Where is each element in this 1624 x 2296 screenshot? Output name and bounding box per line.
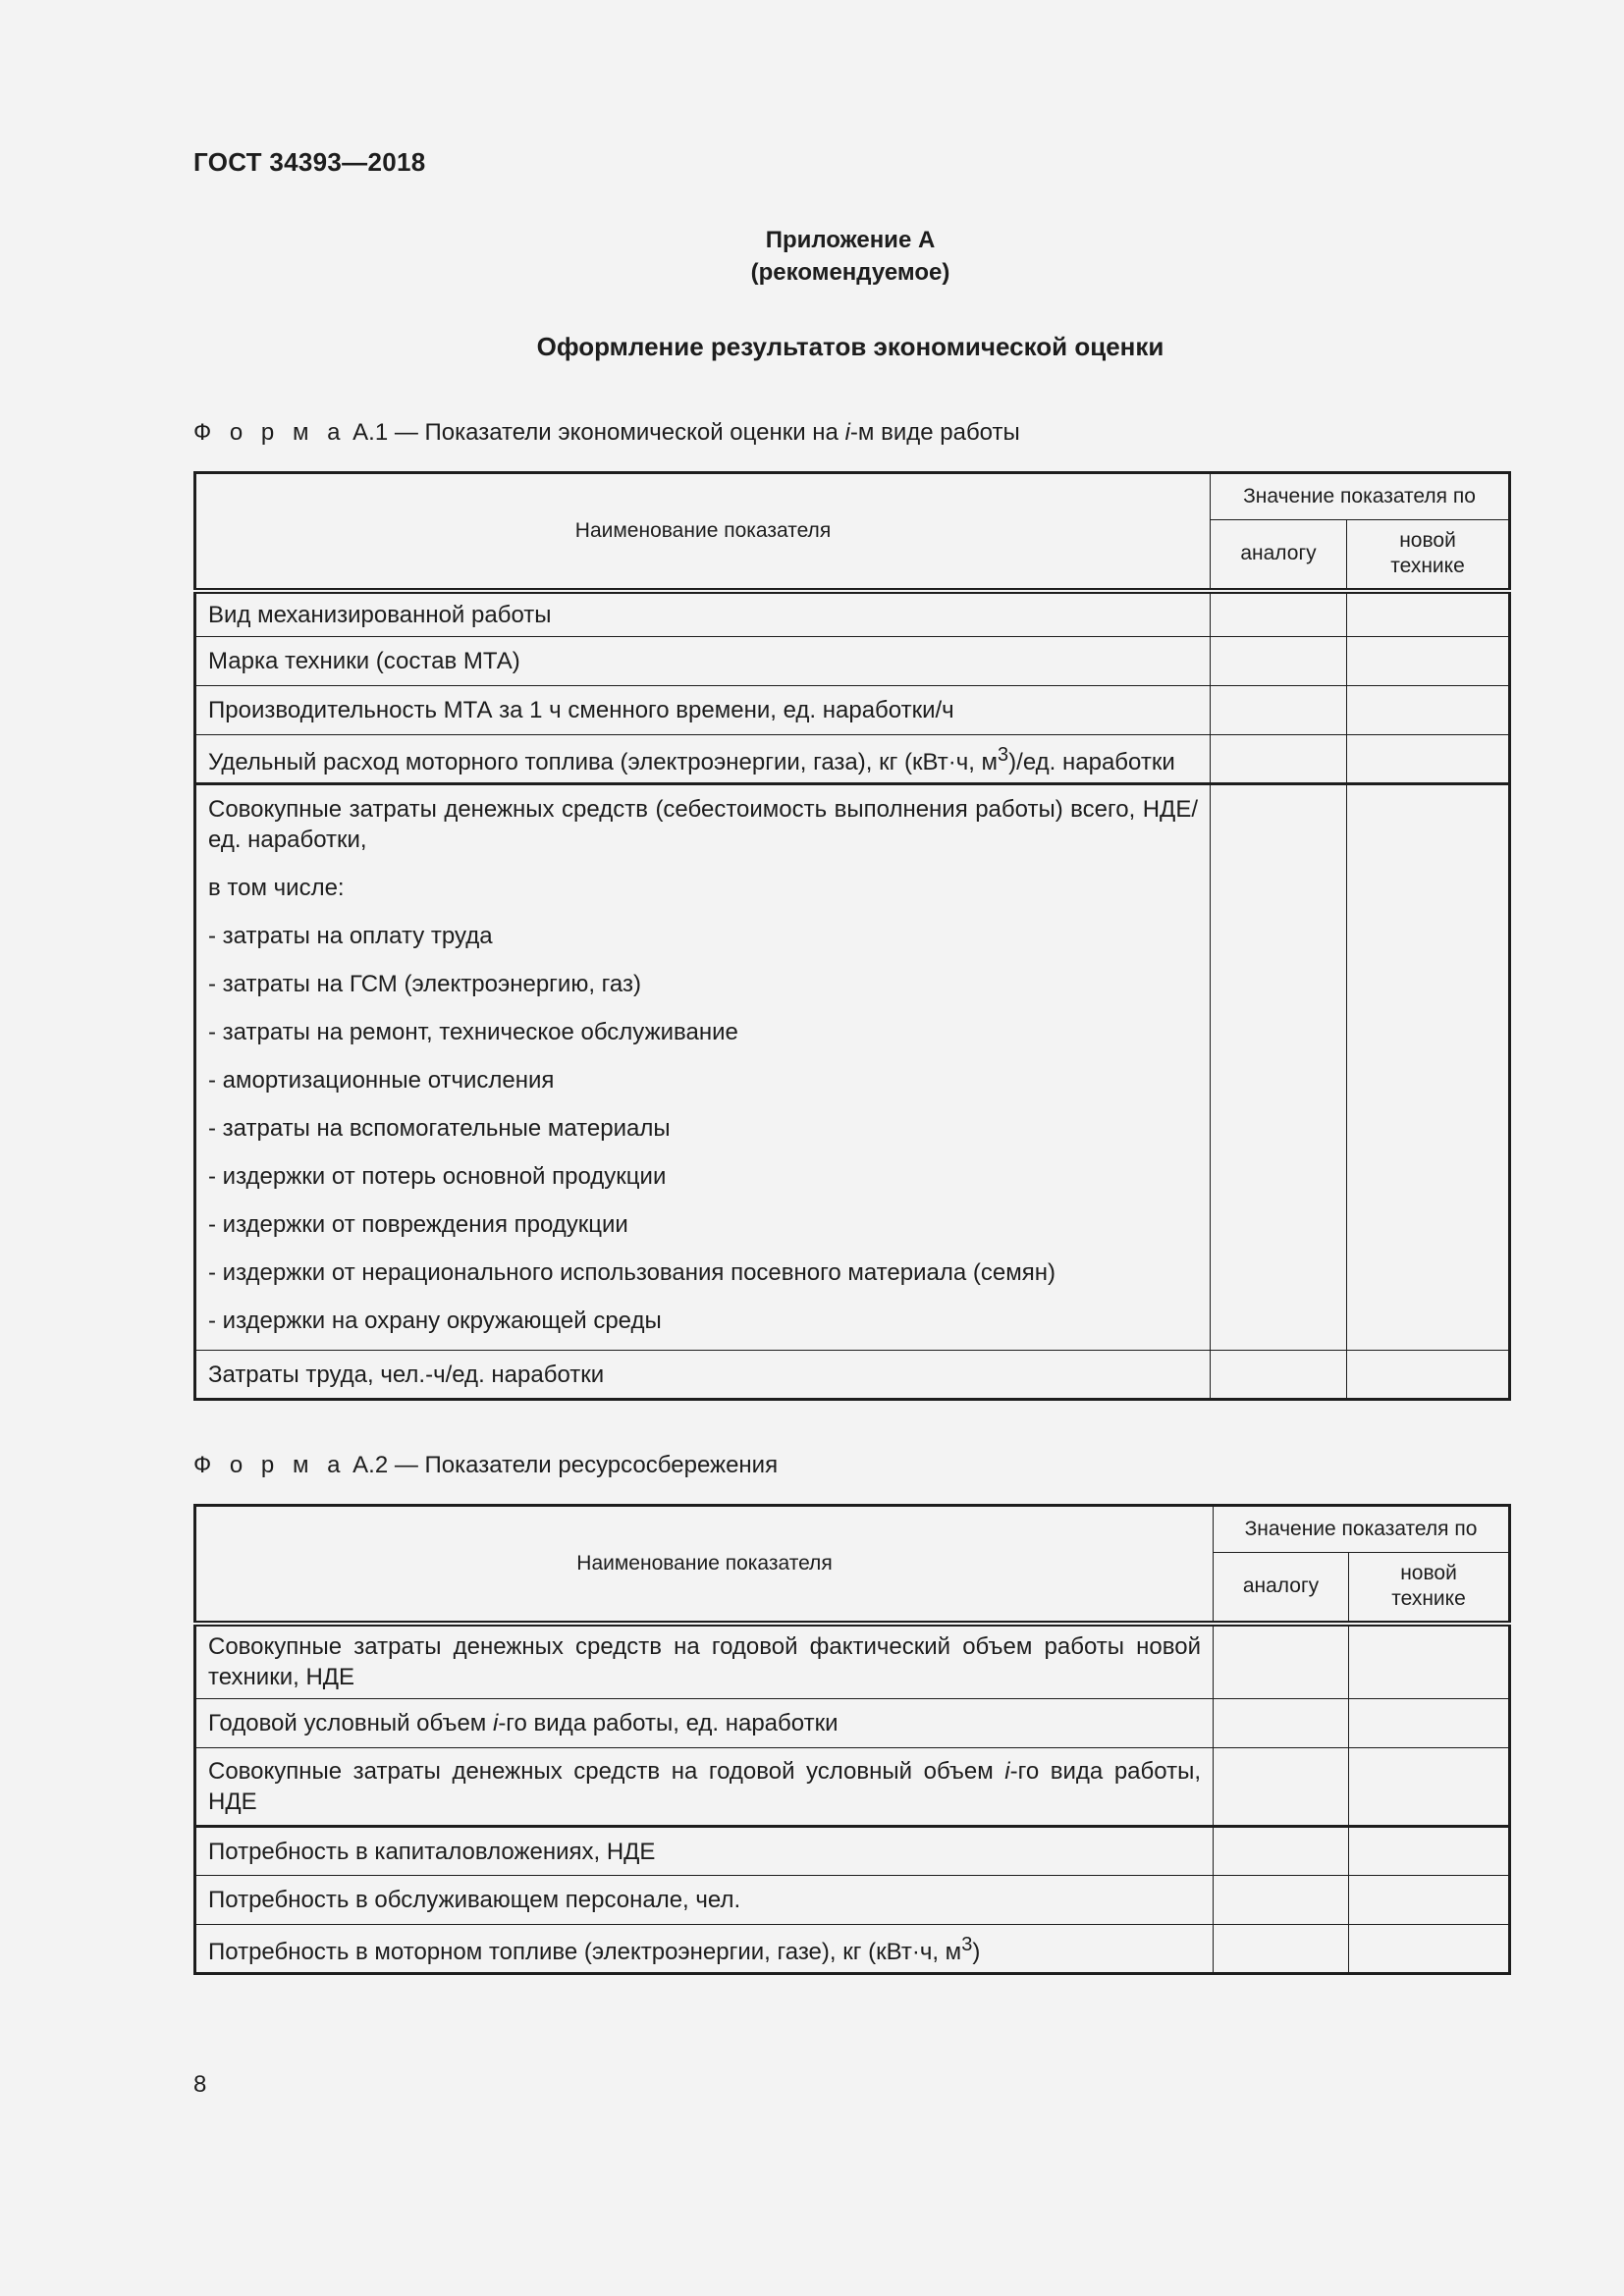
form1-fuel-text: Удельный расход моторного топлива (электроэнергии, газа), кг (кВт·ч, м (208, 749, 999, 775)
form2-cell-analog (1214, 1624, 1349, 1699)
form2-header-new-tech (1349, 1553, 1510, 1624)
form1-fuel-text-end: )/ед. наработки (1008, 749, 1175, 775)
form1-row-name: Производительность МТА за 1 ч сменного времени, ед. наработки/ч (195, 686, 1211, 735)
form1-caption-number: А.1 — Показатели экономической оценки на (346, 419, 845, 446)
form1-cell-analog (1211, 784, 1347, 1351)
form1-cell-new-tech (1347, 735, 1510, 784)
form2-header-analog: аналогу (1214, 1553, 1349, 1624)
form2-cell-analog (1214, 1699, 1349, 1748)
form2-cell-analog (1214, 1748, 1349, 1827)
form2-fuel-sup: 3 (961, 1934, 973, 1955)
table-row (195, 591, 1510, 637)
form2-caption-prefix: Ф о р м а (193, 1452, 347, 1478)
form1-header-group: Значение показателя по (1211, 473, 1510, 520)
form2-header-new-tech-line1: новой (1400, 1562, 1457, 1585)
form1-cell-new-tech (1347, 686, 1510, 735)
form2-row3-italic: i (1004, 1758, 1010, 1785)
form1-caption-italic: i (844, 419, 850, 446)
form2-row3-text: Совокупные затраты денежных средств на годовой условный объем (208, 1758, 1005, 1785)
list-item: - издержки от повреждения продукции (208, 1211, 628, 1238)
annex-heading (193, 224, 1507, 289)
form1-cell-analog (1211, 735, 1347, 784)
document-code: ГОСТ 34393—2018 (193, 147, 426, 177)
section-title: Оформление результатов экономической оценки (536, 332, 1164, 361)
form1-cell-analog (1211, 637, 1347, 686)
form2-fuel-text-end: ) (972, 1939, 981, 1965)
form1-caption (193, 419, 1020, 447)
form1-row-fuel (195, 735, 1211, 784)
form1-header-analog: аналогу (1211, 520, 1347, 591)
form1-row-costs (195, 784, 1211, 1351)
form2-row-fuel (195, 1925, 1214, 1974)
form2-caption (193, 1452, 778, 1479)
annex-title: Приложение А (765, 227, 936, 253)
form1-cell-analog (1211, 1351, 1347, 1400)
list-item: - затраты на вспомогательные материалы (208, 1115, 671, 1142)
form2-table (193, 1504, 1511, 1975)
form1-costs-including: в том числе: (208, 875, 345, 901)
form2-cell-analog (1214, 1925, 1349, 1974)
form1-header-name: Наименование показателя (195, 473, 1211, 591)
form1-cell-new-tech (1347, 591, 1510, 637)
form1-header-new-tech-line1: новой (1399, 529, 1456, 553)
table-row (195, 686, 1510, 735)
form2-cell-analog (1214, 1876, 1349, 1925)
form2-row-annual-volume (195, 1699, 1214, 1748)
table-row (195, 1827, 1510, 1876)
form1-row-name: Вид механизированной работы (195, 591, 1211, 637)
list-item: - амортизационные отчисления (208, 1067, 555, 1094)
form1-cell-analog (1211, 686, 1347, 735)
form1-cell-new-tech (1347, 1351, 1510, 1400)
list-item: - затраты на ремонт, техническое обслуживание (208, 1019, 738, 1045)
form2-cell-new-tech (1349, 1748, 1510, 1827)
form2-row-costs-conditional (195, 1748, 1214, 1827)
table-row (195, 1624, 1510, 1699)
table-row (195, 1699, 1510, 1748)
form1-row-name: Затраты труда, чел.-ч/ед. наработки (195, 1351, 1211, 1400)
form1-header-new-tech (1347, 520, 1510, 591)
form2-row-name: Совокупные затраты денежных средств на годовой фактический объем работы новой техники, НДЕ (195, 1624, 1214, 1699)
form2-header-row (195, 1506, 1510, 1553)
table-row (195, 784, 1510, 1351)
form2-header-name: Наименование показателя (195, 1506, 1214, 1624)
form1-caption-prefix: Ф о р м а (193, 419, 347, 446)
form2-fuel-text: Потребность в моторном топливе (электроэнергии, газе), кг (кВт·ч, м (208, 1939, 962, 1965)
form1-cell-new-tech (1347, 637, 1510, 686)
form2-caption-rest: А.2 — Показатели ресурсосбережения (346, 1452, 779, 1478)
form2-cell-new-tech (1349, 1699, 1510, 1748)
annex-status: (рекомендуемое) (750, 259, 950, 286)
form2-row-name: Потребность в капиталовложениях, НДЕ (195, 1827, 1214, 1876)
list-item: - издержки от нерационального использования посевного материала (семян) (208, 1259, 1056, 1286)
form1-row-name: Марка техники (состав МТА) (195, 637, 1211, 686)
form1-cell-analog (1211, 591, 1347, 637)
form2-row3-text-end: -го вида работы, НДЕ (208, 1758, 1201, 1815)
form1-header-row (195, 473, 1510, 520)
form1-cell-new-tech (1347, 784, 1510, 1351)
form2-cell-analog (1214, 1827, 1349, 1876)
list-item: - издержки на охрану окружающей среды (208, 1308, 662, 1334)
form1-table (193, 471, 1511, 1401)
form2-cell-new-tech (1349, 1925, 1510, 1974)
list-item: - затраты на ГСМ (электроэнергию, газ) (208, 971, 641, 997)
form2-cell-new-tech (1349, 1624, 1510, 1699)
table-row (195, 637, 1510, 686)
form2-header-group: Значение показателя по (1214, 1506, 1510, 1553)
form2-row2-italic: i (492, 1710, 499, 1736)
table-row (195, 1748, 1510, 1827)
form2-cell-new-tech (1349, 1827, 1510, 1876)
form2-header-new-tech-line2: технике (1391, 1587, 1466, 1611)
form2-cell-new-tech (1349, 1876, 1510, 1925)
form1-caption-rest: -м виде работы (849, 419, 1020, 446)
table-row (195, 1876, 1510, 1925)
form1-costs-main: Совокупные затраты денежных средств (себестоимость выполнения работы) всего, НДЕ/ед. наработки, (208, 796, 1198, 853)
table-row (195, 1925, 1510, 1974)
page-number: 8 (193, 2071, 207, 2098)
table-row (195, 735, 1510, 784)
form1-header-new-tech-line2: технике (1390, 555, 1465, 578)
form2-row-name: Потребность в обслуживающем персонале, чел. (195, 1876, 1214, 1925)
form2-row2-text-end: -го вида работы, ед. наработки (498, 1710, 839, 1736)
list-item: - затраты на оплату труда (208, 923, 493, 949)
form2-row2-text: Годовой условный объем (208, 1710, 493, 1736)
table-row (195, 1351, 1510, 1400)
form1-fuel-sup: 3 (998, 744, 1009, 766)
list-item: - издержки от потерь основной продукции (208, 1163, 667, 1190)
